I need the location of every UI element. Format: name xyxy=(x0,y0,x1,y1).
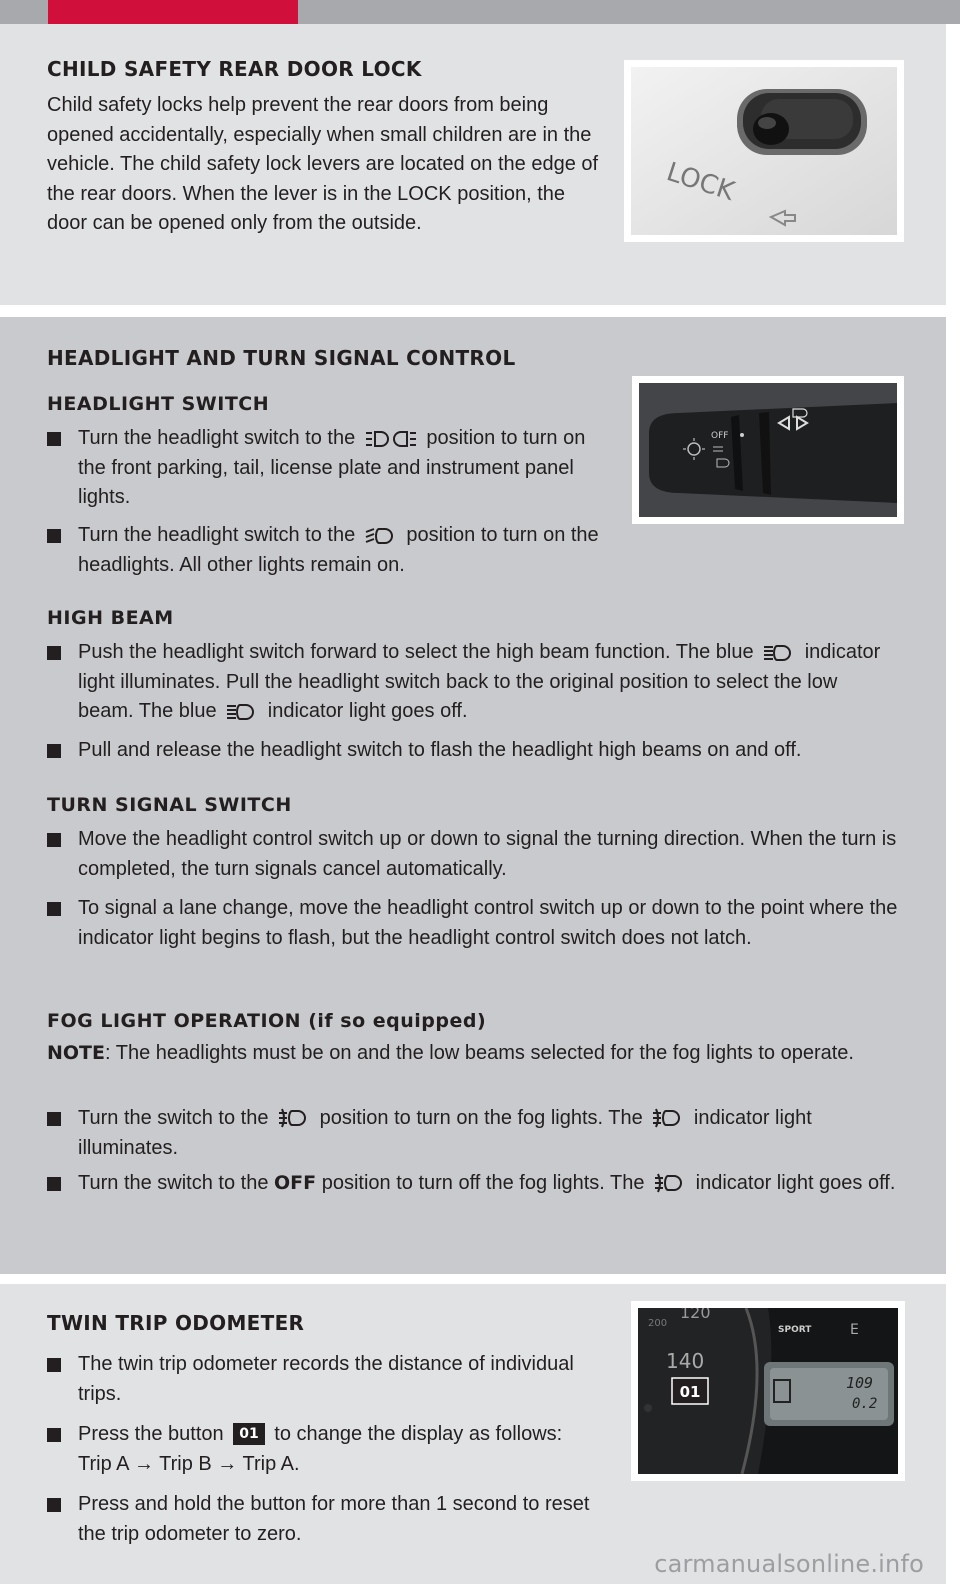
odometer-bullet-3 xyxy=(47,1490,607,1549)
bullet-text: The twin trip odometer records the distance of individual trips. xyxy=(78,1353,574,1405)
bullet-text: indicator light goes off. xyxy=(267,700,468,722)
turn-signal-bullet-2 xyxy=(47,894,907,953)
headlight-stalk-image xyxy=(639,383,897,517)
gauge-label: E xyxy=(850,1322,859,1338)
bullet-square-icon xyxy=(47,1358,61,1372)
button-01-callout: 01 xyxy=(679,1383,701,1401)
odometer-reading: 109 xyxy=(846,1374,874,1392)
stalk-off-label: OFF xyxy=(711,431,729,441)
headlight-switch-bullet-2 xyxy=(47,521,617,580)
lock-embossed-label: LOCK xyxy=(662,157,738,208)
parking-lights-icon xyxy=(365,430,417,448)
off-label: OFF xyxy=(274,1172,317,1194)
child-lock-title: CHILD SAFETY REAR DOOR LOCK xyxy=(47,57,422,81)
gauge-label: 120 xyxy=(680,1308,711,1322)
high-beam-bullet-1 xyxy=(47,638,887,727)
note-label: NOTE xyxy=(47,1042,105,1064)
bullet-text: Move the headlight control switch up or down to signal the turning direction. When the turn is completed, the turn signals cancel automatically. xyxy=(78,828,897,880)
high-beam-bullet-2 xyxy=(47,736,907,766)
bullet-text: Turn the headlight switch to the xyxy=(78,427,356,449)
note-text: : The headlights must be on and the low beams selected for the fog lights to operate. xyxy=(105,1042,854,1064)
gauge-label: 200 xyxy=(648,1318,668,1329)
headlight-section xyxy=(0,317,946,1274)
high-beam-title: HIGH BEAM xyxy=(47,607,174,629)
odometer-photo xyxy=(631,1301,905,1481)
bullet-square-icon xyxy=(47,1177,61,1191)
bullet-text: to change the display as follows: Trip A → Trip B → Trip A. xyxy=(78,1423,563,1475)
bullet-square-icon xyxy=(47,646,61,660)
bullet-text: position to turn on the headlights. All other lights remain on. xyxy=(78,524,599,576)
bullet-text: position to turn on the front parking, tail, license plate and instrument panel lights. xyxy=(78,427,586,508)
bullet-square-icon xyxy=(47,833,61,847)
odometer-bullet-1 xyxy=(47,1350,587,1409)
bullet-square-icon xyxy=(47,529,61,543)
fog-bullet-1 xyxy=(47,1104,907,1163)
fog-bullet-2 xyxy=(47,1169,907,1199)
bullet-square-icon xyxy=(47,1498,61,1512)
bullet-text: Push the headlight switch forward to select the high beam function. The blue xyxy=(78,641,754,663)
sport-label: SPORT xyxy=(778,1325,812,1335)
high-beam-icon xyxy=(226,703,258,721)
bullet-square-icon xyxy=(47,902,61,916)
trip-reading: 0.2 xyxy=(852,1396,878,1412)
top-color-bar xyxy=(0,0,960,24)
fog-light-icon xyxy=(652,1108,684,1128)
turn-signal-bullet-1 xyxy=(47,825,907,884)
odometer-bullet-2 xyxy=(47,1420,587,1479)
bullet-text: indicator light illuminates. xyxy=(78,1107,812,1159)
fog-light-icon xyxy=(278,1108,310,1128)
headlight-switch-bullet-1 xyxy=(47,424,617,513)
fog-light-icon xyxy=(654,1173,686,1193)
bullet-text: indicator light illuminates. Pull the headlight switch back to the original position to select the low beam. The blue xyxy=(78,641,881,722)
bullet-text: Turn the switch to the xyxy=(78,1172,269,1194)
fog-note xyxy=(47,1039,887,1069)
headlight-section-title: HEADLIGHT AND TURN SIGNAL CONTROL xyxy=(47,346,516,370)
button-01-badge: 01 xyxy=(233,1423,264,1445)
bullet-text: To signal a lane change, move the headlight control switch up or down to the point where the indicator light begins to flash, but the headlight control switch does not latch. xyxy=(78,897,898,949)
bullet-text: Pull and release the headlight switch to flash the headlight high beams on and off. xyxy=(78,739,802,761)
red-tab-accent xyxy=(48,0,298,24)
door-lock-lever-image xyxy=(631,67,897,235)
headlight-stalk-photo xyxy=(632,376,904,524)
watermark: carmanualsonline.info xyxy=(654,1550,924,1578)
bullet-text: Press the button xyxy=(78,1423,224,1445)
odometer-section xyxy=(0,1284,946,1584)
bullet-square-icon xyxy=(47,432,61,446)
child-lock-body: Child safety locks help prevent the rear doors from being opened accidentally, especially when small children are in the vehicle. The child safety lock levers are located on the edge of the rear doors. When the lever is in the LOCK position, the door can be opened only from the outside. xyxy=(47,94,599,234)
bullet-square-icon xyxy=(47,1428,61,1442)
bullet-text: position to turn on the fog lights. The xyxy=(319,1107,643,1129)
bullet-square-icon xyxy=(47,1112,61,1126)
low-beam-icon xyxy=(365,527,397,545)
headlight-switch-title: HEADLIGHT SWITCH xyxy=(47,393,270,415)
bullet-text: position to turn off the fog lights. The xyxy=(321,1172,645,1194)
child-lock-photo xyxy=(624,60,904,242)
high-beam-icon xyxy=(763,644,795,662)
bullet-square-icon xyxy=(47,744,61,758)
bullet-text: indicator light goes off. xyxy=(695,1172,896,1194)
child-lock-section xyxy=(0,24,946,305)
fog-light-title: FOG LIGHT OPERATION (if so equipped) xyxy=(47,1010,487,1032)
odometer-title: TWIN TRIP ODOMETER xyxy=(47,1311,305,1335)
bullet-text: Turn the switch to the xyxy=(78,1107,269,1129)
bullet-text: Turn the headlight switch to the xyxy=(78,524,356,546)
bullet-text: Press and hold the button for more than 1 second to reset the trip odometer to zero. xyxy=(78,1493,590,1545)
gauge-label: 140 xyxy=(666,1349,705,1373)
turn-signal-title: TURN SIGNAL SWITCH xyxy=(47,794,292,816)
instrument-cluster-image xyxy=(638,1308,898,1474)
